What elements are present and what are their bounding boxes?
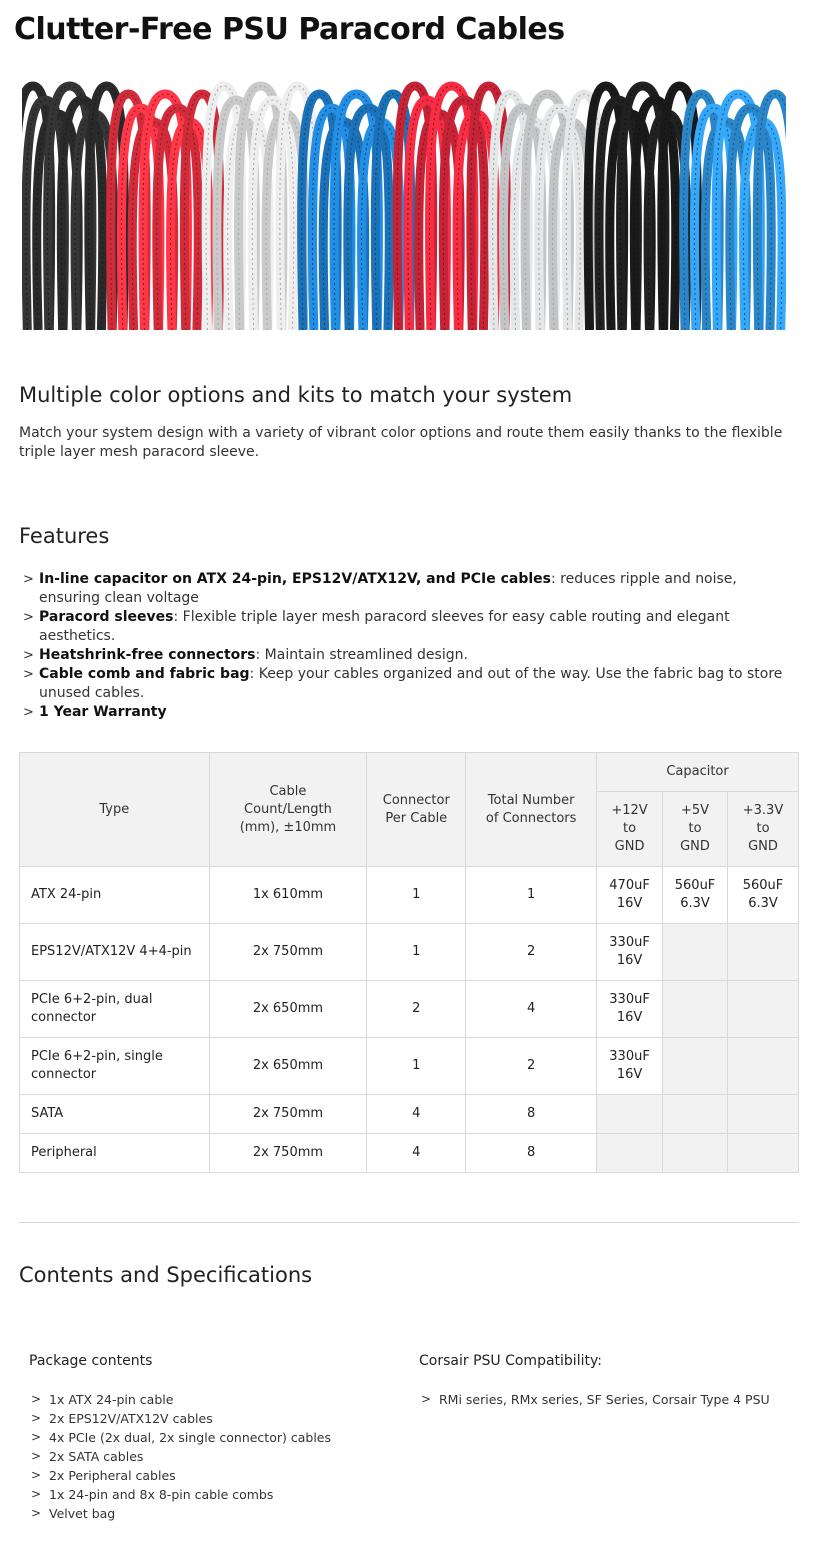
table-row — [20, 981, 799, 1038]
cell-per-cable: 4 — [367, 1134, 466, 1173]
chevron-right-icon: > — [31, 1449, 42, 1463]
cell-type: PCIe 6+2-pin, single connector — [20, 1038, 210, 1095]
cell-type: PCIe 6+2-pin, dual connector — [20, 981, 210, 1038]
chevron-right-icon: > — [23, 705, 34, 720]
cell-cap-12v — [597, 1134, 663, 1173]
cell-cap-12v: 330uF 16V — [597, 981, 663, 1038]
cell-cap-3-3v — [728, 981, 799, 1038]
hero-cable-image — [22, 80, 786, 330]
table-row — [20, 924, 799, 981]
chevron-right-icon: > — [23, 572, 34, 587]
intro-text: Match your system design with a variety of vibrant color options and route them easily thanks to the flexible triple layer mesh paracord sleeve. — [19, 425, 783, 460]
cell-total: 2 — [466, 924, 597, 981]
cell-cap-12v — [597, 1095, 663, 1134]
cell-type: ATX 24-pin — [20, 867, 210, 924]
header-connector-per-cable: Connector Per Cable — [367, 753, 466, 867]
chevron-right-icon: > — [31, 1506, 42, 1520]
table-row — [20, 867, 799, 924]
cell-cap-5v: 560uF 6.3V — [663, 867, 728, 924]
list-item: > Velvet bag — [31, 1506, 116, 1521]
cell-cap-3-3v — [728, 924, 799, 981]
cell-cable: 2x 750mm — [209, 1134, 367, 1173]
cell-per-cable: 4 — [367, 1095, 466, 1134]
list-item: > 2x Peripheral cables — [31, 1468, 176, 1483]
psu-compatibility-heading: Corsair PSU Compatibility: — [419, 1353, 602, 1369]
cell-per-cable: 1 — [367, 867, 466, 924]
header-type: Type — [20, 753, 210, 867]
chevron-right-icon: > — [421, 1392, 432, 1406]
chevron-right-icon: > — [31, 1468, 42, 1482]
cell-cap-3-3v — [728, 1038, 799, 1095]
feature-item: > In-line capacitor on ATX 24-pin, EPS12V/ATX12V, and PCIe cables: reduces ripple and noise, ensuring clean voltage — [23, 571, 737, 606]
chevron-right-icon: > — [31, 1430, 42, 1444]
table-row — [20, 1134, 799, 1173]
cell-cap-3-3v — [728, 1134, 799, 1173]
header-cap-3-3v: +3.3V to GND — [728, 792, 799, 867]
cell-total: 1 — [466, 867, 597, 924]
header-total-connectors: Total Number of Connectors — [466, 753, 597, 867]
list-item: > 2x EPS12V/ATX12V cables — [31, 1411, 213, 1426]
cell-per-cable: 2 — [367, 981, 466, 1038]
cell-cap-5v — [663, 924, 728, 981]
feature-item: > Cable comb and fabric bag: Keep your cables organized and out of the way. Use the fabric bag to store unused cables. — [23, 666, 783, 701]
contents-heading: Contents and Specifications — [19, 1263, 313, 1287]
list-item: > RMi series, RMx series, SF Series, Corsair Type 4 PSU — [421, 1392, 770, 1407]
list-item: > 2x SATA cables — [31, 1449, 144, 1464]
cell-cap-5v — [663, 1038, 728, 1095]
cell-cap-3-3v — [728, 1095, 799, 1134]
feature-item: > Paracord sleeves: Flexible triple layer mesh paracord sleeves for easy cable routing and elegant aesthetics. — [23, 609, 730, 644]
cable-bundle-illustration — [22, 80, 786, 330]
header-cap-5v: +5V to GND — [663, 792, 728, 867]
table-row — [20, 1095, 799, 1134]
cell-cable: 1x 610mm — [209, 867, 367, 924]
header-cable-count: Cable Count/Length (mm), ±10mm — [209, 753, 367, 867]
list-item: > 4x PCIe (2x dual, 2x single connector) cables — [31, 1430, 331, 1445]
chevron-right-icon: > — [31, 1487, 42, 1501]
cell-cap-3-3v: 560uF 6.3V — [728, 867, 799, 924]
features-heading: Features — [19, 524, 110, 548]
cell-cap-12v: 330uF 16V — [597, 1038, 663, 1095]
list-item: > 1x 24-pin and 8x 8-pin cable combs — [31, 1487, 274, 1502]
package-contents-heading: Package contents — [29, 1353, 153, 1369]
cell-type: Peripheral — [20, 1134, 210, 1173]
cell-cable: 2x 750mm — [209, 1095, 367, 1134]
features-list — [22, 570, 800, 722]
cell-cap-5v — [663, 1134, 728, 1173]
cell-cap-5v — [663, 1095, 728, 1134]
cell-total: 8 — [466, 1095, 597, 1134]
cell-total: 2 — [466, 1038, 597, 1095]
chevron-right-icon: > — [31, 1392, 42, 1406]
chevron-right-icon: > — [23, 610, 34, 625]
header-cap-12v: +12V to GND — [597, 792, 663, 867]
cable-bundle — [684, 94, 786, 330]
list-item: > 1x ATX 24-pin cable — [31, 1392, 174, 1407]
cell-cable: 2x 650mm — [209, 981, 367, 1038]
psu-compatibility-list — [419, 1390, 799, 1409]
feature-item: > 1 Year Warranty — [23, 704, 167, 720]
intro-heading: Multiple color options and kits to match your system — [19, 383, 573, 407]
cell-cap-5v — [663, 981, 728, 1038]
cell-type: EPS12V/ATX12V 4+4-pin — [20, 924, 210, 981]
cell-cap-12v: 330uF 16V — [597, 924, 663, 981]
header-capacitor: Capacitor — [597, 753, 799, 792]
cell-cable: 2x 650mm — [209, 1038, 367, 1095]
cell-cable: 2x 750mm — [209, 924, 367, 981]
cell-per-cable: 1 — [367, 1038, 466, 1095]
feature-item: > Heatshrink-free connectors: Maintain streamlined design. — [23, 647, 468, 663]
page-title: Clutter-Free PSU Paracord Cables — [14, 12, 565, 47]
cell-cap-12v: 470uF 16V — [597, 867, 663, 924]
cable-spec-table — [19, 752, 799, 1173]
chevron-right-icon: > — [23, 667, 34, 682]
package-contents-list — [29, 1390, 389, 1523]
table-row — [20, 1038, 799, 1095]
chevron-right-icon: > — [31, 1411, 42, 1425]
cell-per-cable: 1 — [367, 924, 466, 981]
chevron-right-icon: > — [23, 648, 34, 663]
cell-total: 4 — [466, 981, 597, 1038]
cell-type: SATA — [20, 1095, 210, 1134]
cell-total: 8 — [466, 1134, 597, 1173]
section-divider — [19, 1222, 799, 1223]
